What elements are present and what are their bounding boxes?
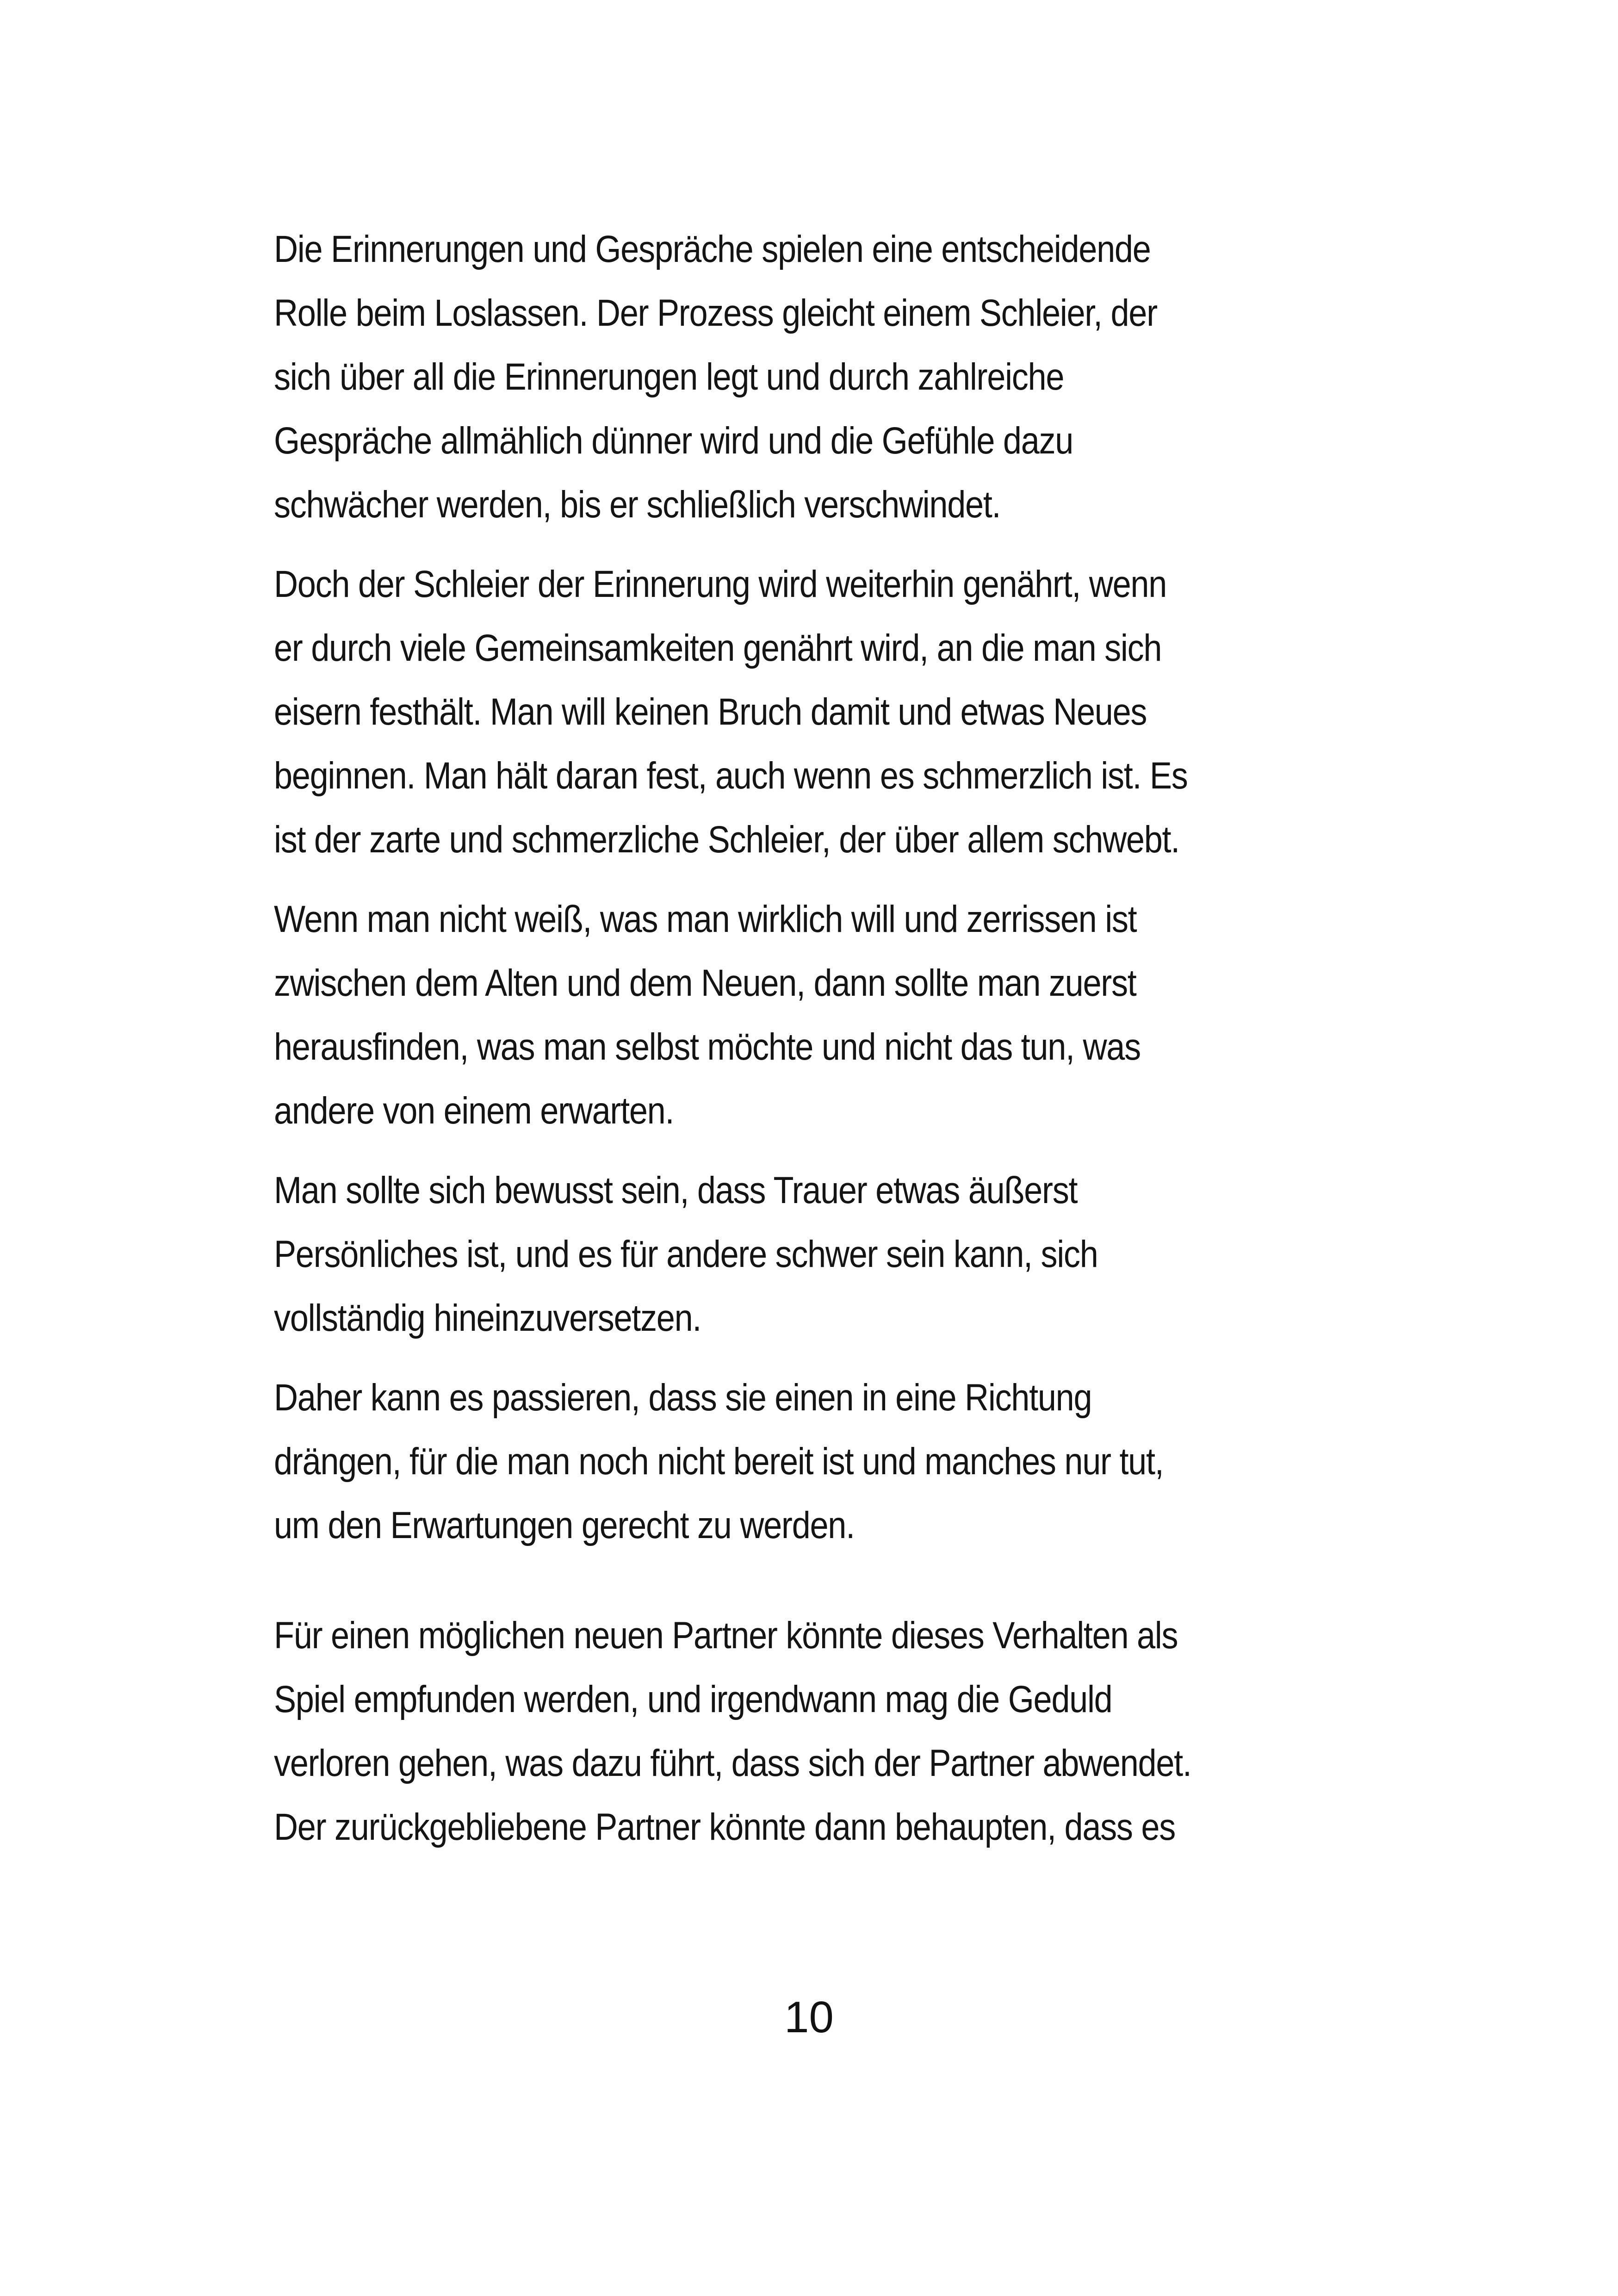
paragraph: [274, 1604, 1375, 1859]
text-line: Gespräche allmählich dünner wird und die Gefühle dazu: [274, 420, 1073, 462]
body-text: [274, 217, 1375, 1875]
paragraph: [274, 1366, 1375, 1558]
text-line: ist der zarte und schmerzliche Schleier, der über allem schwebt.: [274, 819, 1179, 861]
text-line: Für einen möglichen neuen Partner könnte dieses Verhalten als: [274, 1614, 1178, 1657]
text-line: Wenn man nicht weiß, was man wirklich will und zerrissen ist: [274, 898, 1137, 940]
text-line: Doch der Schleier der Erinnerung wird weiterhin genährt, wenn: [274, 563, 1167, 605]
text-line: er durch viele Gemeinsamkeiten genährt wird, an die man sich: [274, 627, 1162, 669]
text-line: Man sollte sich bewusst sein, dass Trauer etwas äußerst: [274, 1169, 1078, 1211]
text-line: vollständig hineinzuversetzen.: [274, 1297, 701, 1339]
text-line: zwischen dem Alten und dem Neuen, dann sollte man zuerst: [274, 962, 1136, 1004]
paragraph: [274, 217, 1375, 537]
text-line: andere von einem erwarten.: [274, 1090, 674, 1132]
page-number: 10: [784, 1992, 834, 2042]
text-line: Persönliches ist, und es für andere schwer sein kann, sich: [274, 1233, 1098, 1275]
text-line: verloren gehen, was dazu führt, dass sich der Partner abwendet.: [274, 1742, 1191, 1784]
text-line: Die Erinnerungen und Gespräche spielen eine entscheidende: [274, 228, 1151, 270]
paragraph: [274, 887, 1375, 1143]
text-line: Spiel empfunden werden, und irgendwann mag die Geduld: [274, 1678, 1112, 1720]
text-line: herausfinden, was man selbst möchte und nicht das tun, was: [274, 1026, 1141, 1068]
text-line: Der zurückgebliebene Partner könnte dann behaupten, dass es: [274, 1806, 1176, 1848]
text-line: sich über all die Erinnerungen legt und durch zahlreiche: [274, 356, 1064, 398]
text-line: eisern festhält. Man will keinen Bruch damit und etwas Neues: [274, 691, 1147, 733]
text-line: Daher kann es passieren, dass sie einen in eine Richtung: [274, 1377, 1092, 1419]
text-line: Rolle beim Loslassen. Der Prozess gleicht einem Schleier, der: [274, 292, 1157, 334]
text-line: drängen, für die man noch nicht bereit ist und manches nur tut,: [274, 1440, 1164, 1483]
paragraph: [274, 1159, 1375, 1350]
text-line: um den Erwartungen gerecht zu werden.: [274, 1504, 855, 1546]
text-line: beginnen. Man hält daran fest, auch wenn es schmerzlich ist. Es: [274, 755, 1188, 797]
paragraph: [274, 552, 1375, 872]
text-line: schwächer werden, bis er schließlich verschwindet.: [274, 484, 1001, 526]
